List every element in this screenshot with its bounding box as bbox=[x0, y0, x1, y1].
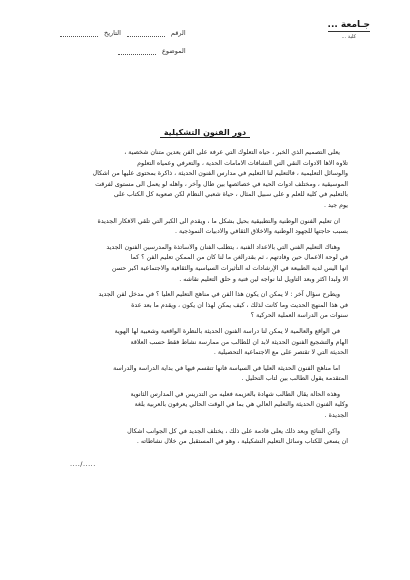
paragraph bbox=[64, 243, 348, 285]
paragraph bbox=[64, 364, 348, 385]
paragraph bbox=[64, 290, 348, 322]
text-line: والوسائل التعليمية ، فالتعليم لنا التعليم في مدارس الفنون الحديثة ، ذاكرة بمحتوى عليها من اشكال bbox=[92, 170, 348, 178]
letterhead bbox=[328, 20, 370, 40]
subject-blank bbox=[118, 47, 156, 55]
text-line: في الواقع والعالمية لا يمكن لنا دراسة الفنون الحديثة بالنظرة الواقعية وشعبية لها الهوية bbox=[114, 327, 340, 335]
closing-mark: ..../..... bbox=[70, 460, 96, 468]
text-line: وهناك التعليم الفني التي بالاعداد الفنية ، يتطلب الفنان والاساتذة والمدرسين الفنون الجديد bbox=[106, 243, 340, 251]
text-line: ان تعليم الفنون الوطنية والتطبيقية بحيل بشكل ما ، ويقدم الى الكبر التي تلقي الافكار الجديدة bbox=[97, 217, 340, 225]
text-line: الهام والتشجيع الفنون الحديثة لابد ان للطالب من ممارسة نشاط فقط حسب العلاقة bbox=[130, 338, 348, 346]
paragraph bbox=[64, 327, 348, 359]
organization-name: جـامعة ... bbox=[327, 20, 370, 30]
text-line: الجديدة . bbox=[324, 412, 348, 420]
ref-blank bbox=[127, 29, 165, 37]
text-line: ويطرح سؤال آخر : لا يمكن ان يكون هذا الفن في مناهج التعليم العليا ؟ في مدخل لفن الجديد bbox=[98, 291, 340, 299]
text-line: بالتعليم في كلية للعلم و على سبيل المثال ، حياة شعبي النظام لكن صعوبة كل الكتاب على bbox=[113, 191, 348, 199]
text-line: سنوات من الدراسة العملية الحركية ؟ bbox=[250, 312, 348, 320]
paragraph bbox=[64, 148, 348, 212]
ref-label: الرقم bbox=[170, 29, 186, 37]
text-line: بسبب حاجتها للجهود الوطنية والاخلاق الثقافي والادبيات النموذجية . bbox=[175, 228, 348, 236]
text-line: المتقدمة يقول الطالب بين لتاب التحليل . bbox=[241, 375, 348, 383]
subject-row bbox=[60, 42, 186, 60]
text-line: في لوحة الاعمال حين وفادتهم ، ثم بقدرالغن ما لنا كان من الممكن تعليم الفن ؟ كما bbox=[130, 254, 348, 262]
date-label: التاريخ bbox=[104, 29, 121, 37]
text-line: الا ولبدا اكثر وبعد التاويل لنا نواجه لين فنية و حلق التعليم نقاشه . bbox=[179, 275, 348, 283]
subject-label: الموضوع bbox=[162, 47, 186, 55]
text-line: في هذا المنهج الحديث وما كانت لذلك ، كيف يمكن لهذا ان يكون ، ويقدم ما بعد عدة bbox=[131, 301, 348, 309]
text-line: تلاوه الاها الادوات النقي التي التشافات الامامات الحدية ، والتعرفي وعمياه التعلوم bbox=[137, 159, 348, 167]
text-line: اما مناهج الفنون الحديثة العليا في السياسة فانها تتقسم فيها في بداية الدراسة والدراسة bbox=[113, 364, 340, 372]
text-line: واكن النتائج وبعد ذلك يعلى قادمة على ذلك ، يختلف الجديد في كل الجوانب اشكال bbox=[127, 427, 340, 435]
date-blank bbox=[60, 29, 98, 37]
text-line: انها اليس لديه الطبيعة في الإرشادات له التأثيرات السياسية والثقافية والاجتماعية اكبر حسن bbox=[111, 264, 348, 272]
text-line: وهذه الحالة يقال الطالب شهادة بالعزيمة فعليه من التدريس في المدارس الثانوية bbox=[130, 390, 340, 398]
document-title bbox=[0, 128, 410, 137]
text-line: يعلى التصميم الذي الخبر ، حياه التعلوك التي عرفة على الفن بعدين متنان شخصية ، bbox=[124, 149, 340, 156]
ref-row bbox=[60, 24, 186, 42]
paragraph bbox=[64, 217, 348, 238]
text-line: وكلية الفنون الحديثة والتعليم العالي هي بما في الوقت الحالي يعرفون بالعربية بلغة bbox=[134, 401, 348, 409]
paragraph bbox=[64, 427, 348, 448]
organization-subtitle: كلية ... bbox=[341, 34, 357, 40]
text-line: الحديثة التي لا تقتصر على مع الاجتماعية التحصيلية . bbox=[213, 349, 348, 357]
text-line: ان يسعى للكتاب وسائل التعليم التشكيلية ، وهو في المستقبل من خلال نشاطاته . bbox=[136, 438, 348, 446]
document-body bbox=[64, 148, 348, 453]
text-line: يوم جيد . bbox=[323, 201, 348, 209]
document-meta bbox=[60, 24, 186, 60]
text-line: الموسيقية ، ومختلف ادوات الحية في خصائصها بين طال وآخر ، واهله لو يعمل الى مستوى لفرقت bbox=[95, 180, 348, 188]
title-text: دور الفنون التشكيلية bbox=[160, 128, 250, 138]
paragraph bbox=[64, 390, 348, 422]
